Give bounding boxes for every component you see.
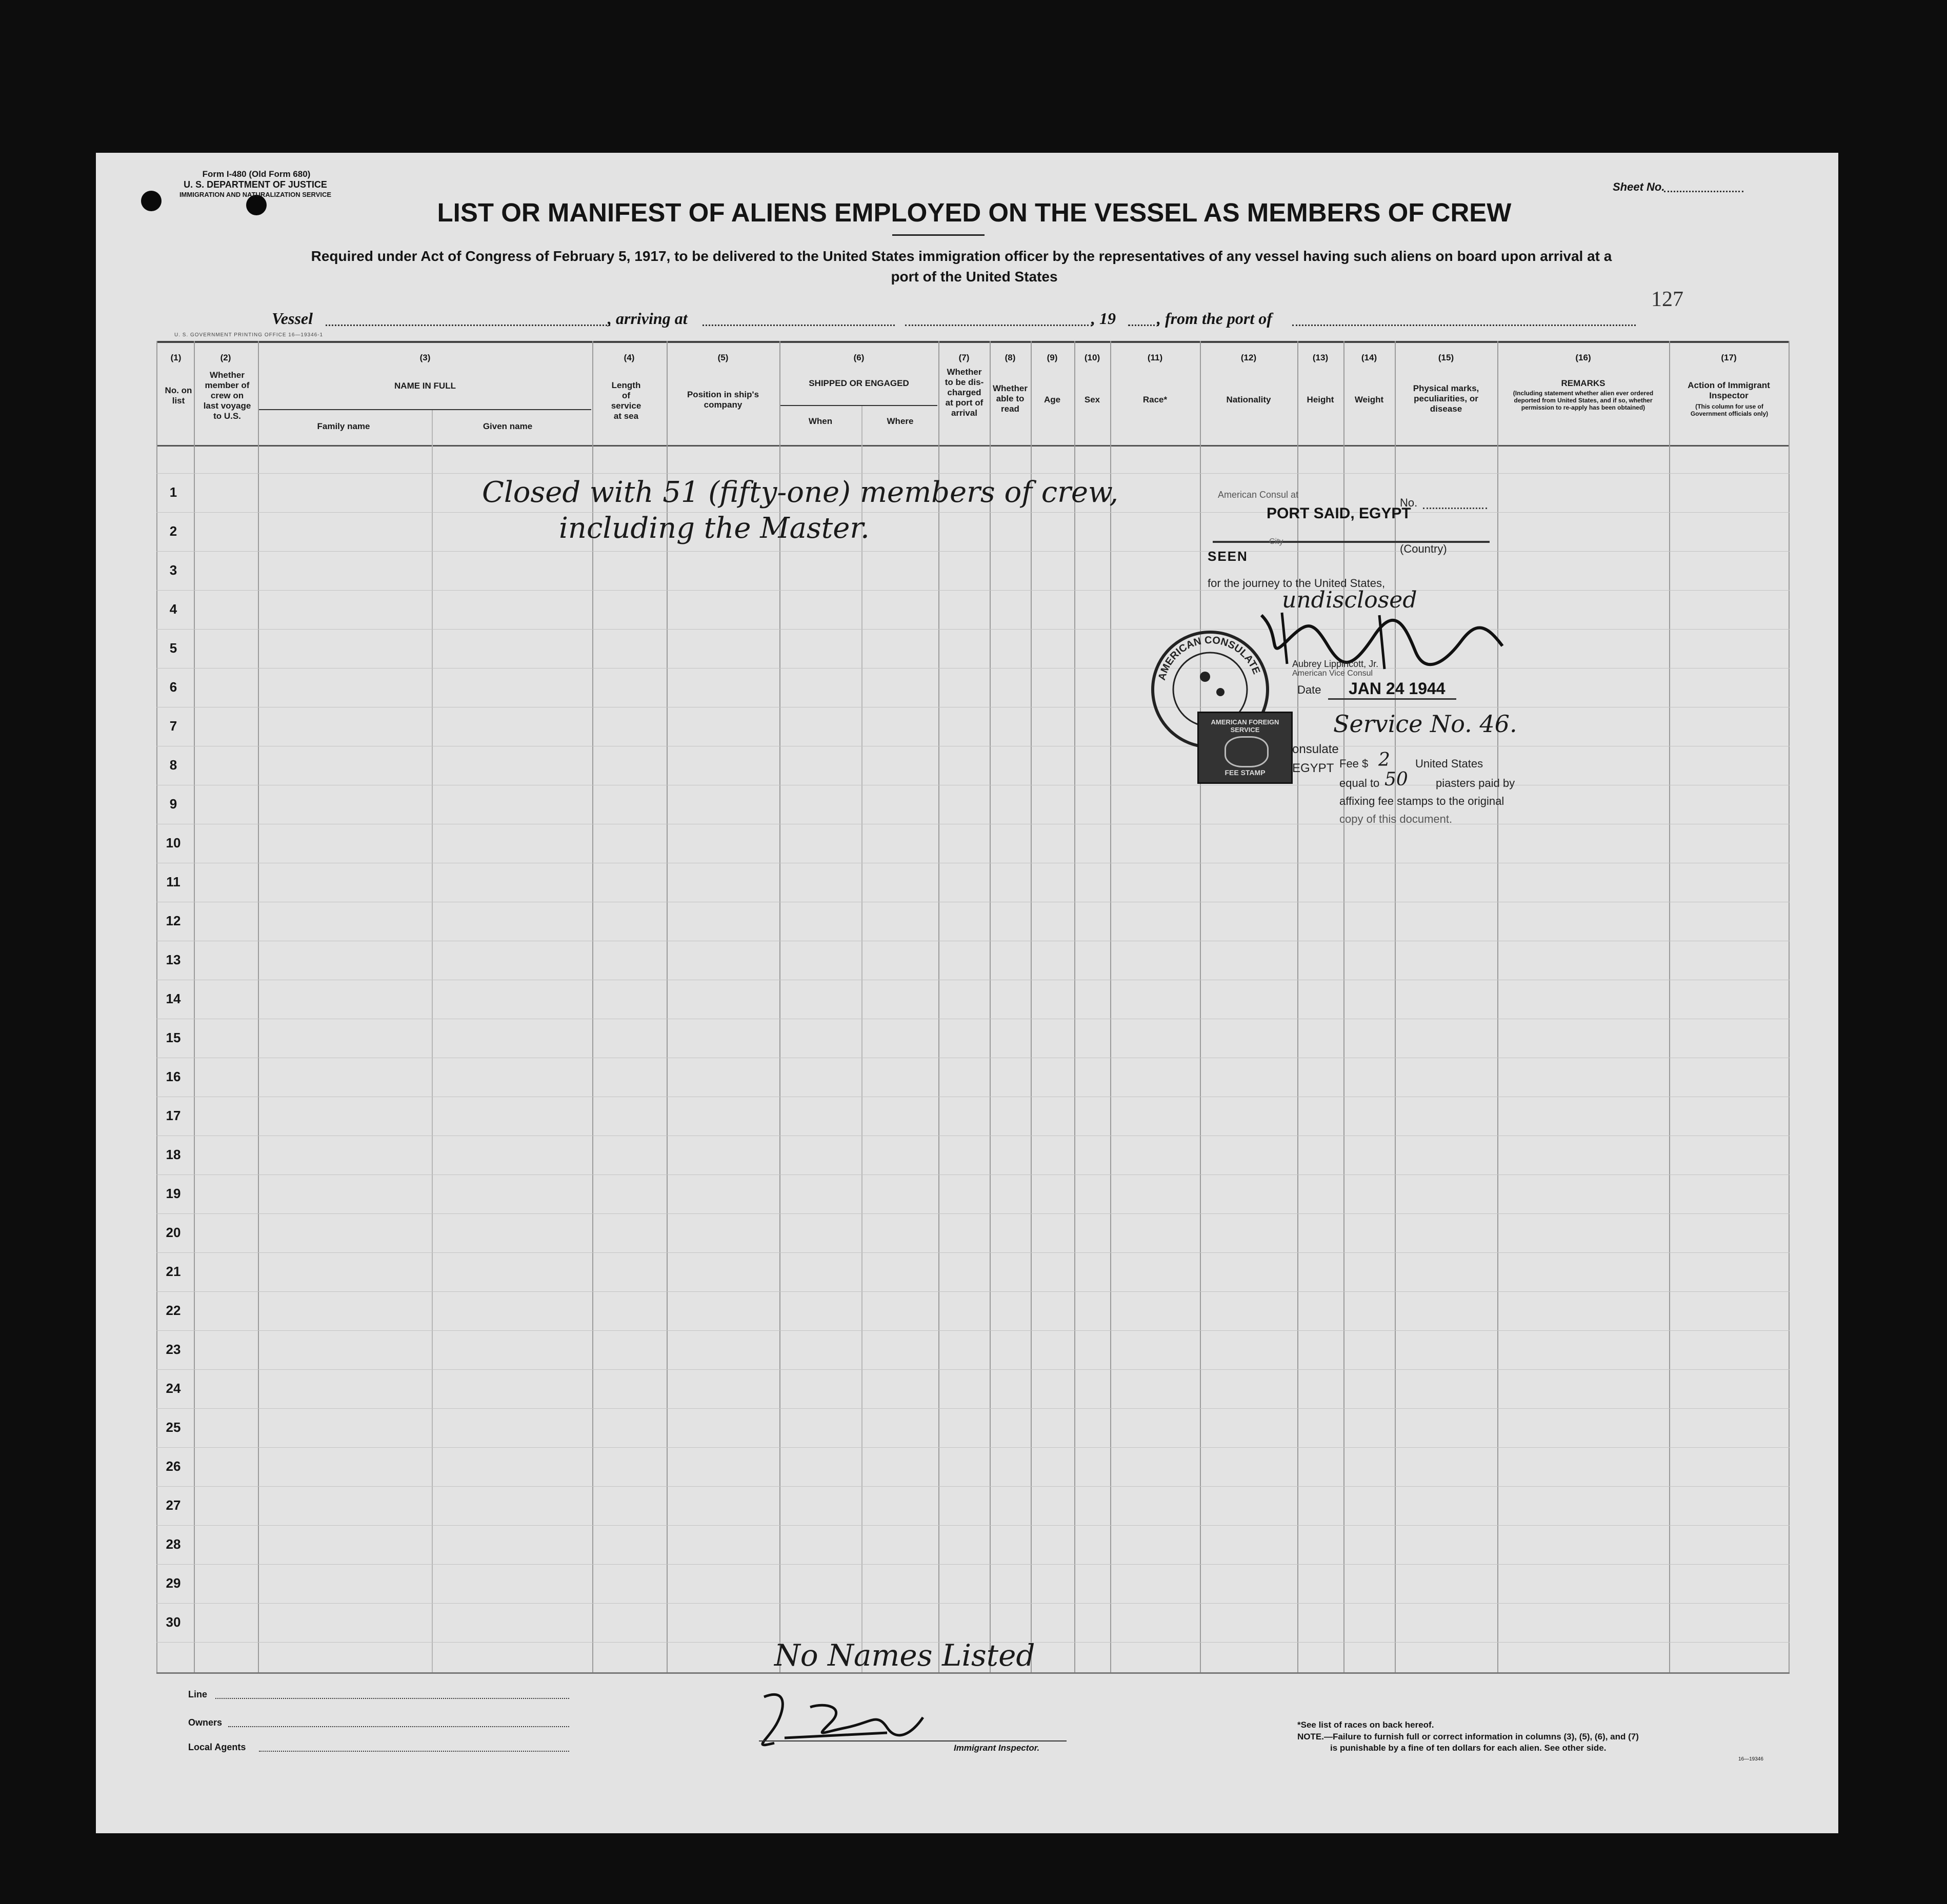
col-header-given-name: Given name [483,421,533,431]
col-num-9: (9) [1047,353,1058,362]
row-rule [156,1486,1790,1487]
row-rule [156,1252,1790,1253]
col-num-6: (6) [853,353,865,362]
fee-stamp-emblem [1225,736,1269,767]
fee-line-4: copy of this document. [1339,813,1453,825]
stamp-country-label: (Country) [1400,542,1447,555]
col-header-weight: Weight [1354,395,1384,404]
col-num-1: (1) [170,353,182,362]
column-divider [1497,341,1498,1672]
line-label: Line [188,1689,208,1699]
row-rule [156,473,1790,474]
col-header-physical-marks: Physical marks, peculiarities, or disease [1413,383,1479,414]
row-number: 1 [169,484,177,500]
col-header-height: Height [1307,395,1334,404]
col-num-13: (13) [1312,353,1329,362]
column-divider [1669,341,1670,1672]
from-port-field[interactable] [1292,325,1636,326]
row-number: 23 [166,1342,181,1357]
column-divider [156,341,157,1672]
row-number: 7 [169,718,177,734]
col-header-sex: Sex [1084,395,1100,404]
closed-note-line-2: including the Master. [559,512,870,545]
row-number: 10 [166,835,181,850]
fee-stamp [1197,712,1293,784]
column-divider [1110,341,1111,1672]
row-rule [156,1213,1790,1214]
row-number: 29 [166,1575,181,1591]
local-agents-label: Local Agents [188,1742,246,1752]
column-divider [861,405,862,1672]
row-number: 25 [166,1420,181,1435]
row-rule [156,1408,1790,1409]
consul-signature [1251,605,1508,677]
col-num-8: (8) [1005,353,1016,362]
stamp-city-rule [1213,541,1490,543]
col-header-family-name: Family name [317,421,370,431]
line-field[interactable] [215,1698,569,1699]
row-number: 18 [166,1147,181,1162]
col-header-discharged: Whether to be dis- charged at port of arrival [945,367,984,418]
row-number: 2 [169,523,177,539]
row-number: 21 [166,1264,181,1279]
row-number: 5 [169,640,177,656]
row-number: 26 [166,1459,181,1474]
fee-stamp-text: AMERICAN FOREIGN SERVICE [1211,718,1279,734]
row-number: 8 [169,757,177,773]
col-header-position: Position in ship's company [687,390,759,410]
owners-field[interactable] [228,1726,569,1727]
from-port-label: , from the port of [1157,309,1272,328]
row-rule [156,1330,1790,1331]
vessel-field[interactable] [326,325,610,326]
service-number: Service No. 46. [1333,710,1517,738]
row-rule [156,512,1790,513]
row-rule [156,668,1790,669]
row-number: 3 [169,562,177,578]
owners-label: Owners [188,1717,223,1728]
year-label: , 19 [1091,309,1116,328]
row-rule [156,1369,1790,1370]
arriving-label: , arriving at [608,309,688,328]
stamp-no-field [1423,508,1487,509]
row-number: 16 [166,1069,181,1084]
department-name: U. S. DEPARTMENT OF JUSTICE [184,179,327,190]
page-number: 127 [1651,288,1683,311]
stamp-journey: for the journey to the United States, [1208,577,1386,590]
inspector-rule [759,1740,1067,1741]
row-number: 28 [166,1536,181,1552]
col-num-3: (3) [419,353,431,362]
row-rule [156,590,1790,591]
col-header-name-in-full: NAME IN FULL [394,381,456,391]
printer-line: U. S. GOVERNMENT PRINTING OFFICE 16—19346-1 [174,332,324,338]
col-header-last-voyage: Whether member of crew on last voyage to U.S. [203,370,251,421]
service-name: IMMIGRATION AND NATURALIZATION SERVICE [179,191,332,198]
closed-note-line-1: Closed with 51 (fifty-one) members of crew, [482,476,1119,509]
col-num-10: (10) [1084,353,1100,362]
footer-note-2: is punishable by a fine of ten dollars for each alien. See other side. [1330,1743,1607,1753]
stamp-no-label: No. [1400,496,1418,509]
col-header-where: Where [887,416,914,426]
row-rule [156,551,1790,552]
col-num-4: (4) [624,353,635,362]
fee-line-2: equal to [1339,777,1380,789]
row-rule [156,629,1790,630]
column-divider [1074,341,1075,1672]
year-field[interactable] [1128,325,1159,326]
stamp-city: PORT SAID, EGYPT [1267,505,1411,522]
col-header-remarks: REMARKS [1561,378,1605,388]
row-number: 14 [166,991,181,1006]
row-number: 12 [166,913,181,928]
shipped-subheader-rule [780,405,937,406]
column-divider [432,410,433,1672]
title-underline [892,234,985,236]
fee-amount: 2 [1378,750,1390,771]
footer-note-1: NOTE.—Failure to furnish full or correct information in columns (3), (5), (6), and (7) [1297,1732,1639,1741]
col-header-shipped: SHIPPED OR ENGAGED [809,378,909,388]
form-subtitle-1: Required under Act of Congress of February 5, 1917, to be delivered to the United States immigration officer by the representatives of any vessel having such aliens on board upon arrival at a [311,248,1612,264]
fee-line-1: Fee $ [1339,757,1369,770]
no-names-listed: No Names Listed [774,1638,1035,1673]
fee-line-2b: piasters paid by [1436,777,1515,789]
piasters-amount: 50 [1384,769,1408,790]
col-num-17: (17) [1721,353,1737,362]
inspector-signature [744,1682,1000,1753]
row-number: 9 [169,796,177,812]
col-num-14: (14) [1361,353,1377,362]
col-header-able-to-read: Whether able to read [993,383,1028,414]
col-header-action-inspector: Action of Immigrant Inspector [1688,380,1770,400]
seal-text: AMERICAN CONSULATE [1156,634,1262,682]
stamp-egypt-fragment: EGYPT [1292,761,1334,775]
row-rule [156,1447,1790,1448]
form-subtitle-2: port of the United States [891,269,1058,285]
sheet-no-field[interactable] [1664,191,1743,192]
punch-hole [141,191,162,211]
row-number: 19 [166,1186,181,1201]
table-top-rule [156,341,1790,343]
col-num-7: (7) [958,353,970,362]
row-number: 27 [166,1497,181,1513]
row-number: 24 [166,1381,181,1396]
stamp-seen: SEEN [1208,549,1248,564]
form-number: Form I-480 (Old Form 680) [202,169,311,179]
arrival-date-field[interactable] [905,325,1092,326]
col-header-race: Race* [1142,395,1168,404]
fee-stamp-sub: FEE STAMP [1225,768,1266,777]
row-number: 20 [166,1225,181,1240]
col-num-2: (2) [220,353,231,362]
col-header-no-on-list: No. on list [165,386,192,406]
fee-line-1b: United States [1415,757,1483,770]
row-number: 17 [166,1108,181,1123]
row-number: 6 [169,679,177,695]
row-number: 30 [166,1614,181,1630]
form-title: LIST OR MANIFEST OF ALIENS EMPLOYED ON THE VESSEL AS MEMBERS OF CREW [437,198,1512,227]
stamp-consul-title: American Vice Consul [1292,669,1373,678]
row-rule [156,1291,1790,1292]
row-number: 4 [169,601,177,617]
col-num-5: (5) [717,353,729,362]
row-rule [156,1564,1790,1565]
row-number: 15 [166,1030,181,1045]
column-divider [938,341,939,1672]
row-rule [156,1174,1790,1175]
row-rule [156,1525,1790,1526]
col-note-remarks: (Including statement whether alien ever ordered deported from United States, and if so, whether permission to re-apply has been obtained) [1513,390,1654,411]
row-rule [156,1603,1790,1604]
col-num-16: (16) [1575,353,1591,362]
col-header-age: Age [1043,395,1061,404]
local-agents-field[interactable] [259,1751,569,1752]
column-divider [1789,341,1790,1672]
arriving-port-field[interactable] [702,325,895,326]
col-note-action: (This column for use of Government officials only) [1690,403,1769,417]
row-number: 11 [166,874,180,889]
consul-line: American Consul at [1218,490,1299,500]
stamp-date-value: JAN 24 1944 [1349,679,1446,698]
immigrant-inspector-label: Immigrant Inspector. [954,1743,1040,1753]
stamp-consulate-fragment: onsulate [1292,742,1339,756]
column-divider [258,341,259,1672]
col-header-when: When [808,416,833,426]
name-subheader-rule [259,409,591,410]
row-number: 13 [166,952,181,967]
form-code: 16—19346 [1738,1756,1763,1762]
col-num-12: (12) [1240,353,1257,362]
stamp-undisclosed: undisclosed [1282,587,1417,613]
stamp-date-label: Date [1297,683,1321,696]
column-divider [1200,341,1201,1672]
table-header-rule [156,445,1790,447]
sheet-no-label: Sheet No. [1613,180,1665,193]
col-header-length-service: Length of service at sea [611,380,641,421]
fee-line-3: affixing fee stamps to the original [1339,795,1504,807]
column-divider [1031,341,1032,1672]
stamp-city-label: City [1269,537,1283,546]
races-note: *See list of races on back hereof. [1297,1720,1434,1730]
col-num-11: (11) [1147,353,1163,362]
column-divider [990,341,991,1672]
column-divider [194,341,195,1672]
col-num-15: (15) [1438,353,1454,362]
stamp-date-rule [1328,698,1456,700]
inspector-signature-text [764,1743,767,1744]
vessel-label: Vessel [272,309,313,328]
col-header-nationality: Nationality [1226,395,1271,404]
row-number: 22 [166,1303,181,1318]
stamp-consul-name: Aubrey Lippincott, Jr. [1292,659,1379,669]
